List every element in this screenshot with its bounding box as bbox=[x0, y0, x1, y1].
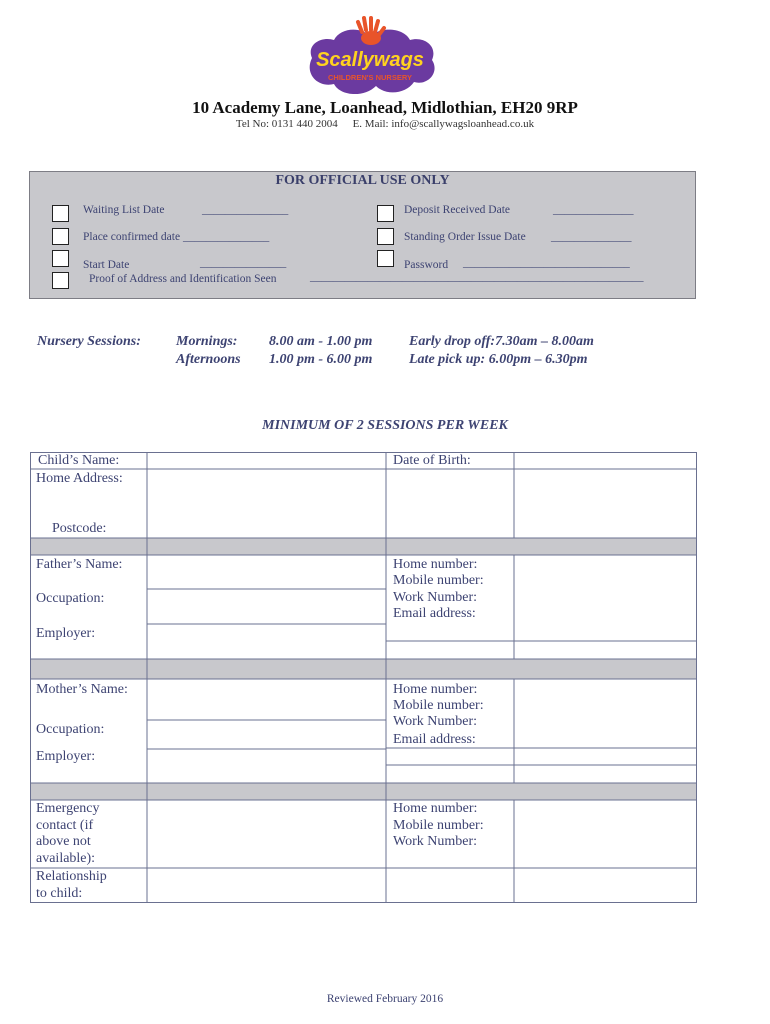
contact-line bbox=[0, 118, 770, 130]
form-grid bbox=[30, 452, 697, 903]
emergency-mobile-number-label: Mobile number: bbox=[393, 818, 484, 833]
start-date-label: Start Date bbox=[83, 259, 130, 271]
logo-subtext: CHILDREN'S NURSERY bbox=[327, 73, 413, 82]
father-occupation-label: Occupation: bbox=[36, 591, 105, 606]
home-address-label: Home Address: bbox=[36, 471, 123, 486]
proof-line[interactable]: __________________________________________________________ bbox=[310, 271, 644, 283]
waiting-list-checkbox[interactable] bbox=[52, 205, 69, 222]
password-line[interactable]: _____________________________ bbox=[463, 257, 630, 269]
dob-label: Date of Birth: bbox=[393, 453, 471, 468]
telephone: Tel No: 0131 440 2004 bbox=[235, 118, 338, 130]
review-date: Reviewed February 2016 bbox=[326, 993, 444, 1005]
father-home-number-label: Home number: bbox=[393, 557, 478, 572]
father-employer-label: Employer: bbox=[36, 626, 96, 641]
relationship-label-1: Relationship bbox=[36, 869, 107, 884]
place-confirmed-label[interactable]: Place confirmed date _______________ bbox=[83, 231, 270, 243]
mother-occupation-label: Occupation: bbox=[36, 722, 105, 737]
place-confirmed-checkbox[interactable] bbox=[52, 228, 69, 245]
late-pick-up: Late pick up: 6.00pm – 6.30pm bbox=[409, 352, 588, 367]
mornings-time: 8.00 am - 1.00 pm bbox=[269, 334, 373, 349]
emergency-work-number-label: Work Number: bbox=[393, 834, 478, 849]
start-date-line[interactable]: _______________ bbox=[200, 257, 287, 269]
mother-work-number-label: Work Number: bbox=[393, 714, 478, 729]
emergency-label-2: contact (if bbox=[36, 818, 94, 833]
early-drop-off: Early drop off:7.30am – 8.00am bbox=[409, 334, 594, 349]
official-use-title: FOR OFFICIAL USE ONLY bbox=[275, 173, 450, 188]
mother-name-label: Mother’s Name: bbox=[36, 682, 128, 697]
start-date-checkbox[interactable] bbox=[52, 250, 69, 267]
deposit-checkbox[interactable] bbox=[377, 205, 394, 222]
mother-email-label: Email address: bbox=[393, 732, 476, 747]
mornings-label: Mornings: bbox=[176, 334, 238, 349]
nursery-address: 10 Academy Lane, Loanhead, Midlothian, EH20 9RP bbox=[192, 98, 578, 117]
official-use-box bbox=[29, 171, 696, 299]
father-email-label: Email address: bbox=[393, 606, 476, 621]
deposit-label: Deposit Received Date bbox=[404, 204, 511, 216]
waiting-list-line[interactable]: _______________ bbox=[202, 204, 289, 216]
standing-order-line[interactable]: ______________ bbox=[551, 231, 632, 243]
shaded-row bbox=[30, 783, 697, 800]
mother-home-number-label: Home number: bbox=[393, 682, 478, 697]
proof-label: Proof of Address and Identification Seen bbox=[89, 273, 277, 285]
emergency-label-4: available): bbox=[36, 851, 96, 866]
password-label: Password bbox=[404, 259, 449, 271]
child-name-label: Child’s Name: bbox=[38, 453, 120, 468]
mother-employer-label: Employer: bbox=[36, 749, 96, 764]
deposit-line[interactable]: ______________ bbox=[553, 204, 634, 216]
waiting-list-label: Waiting List Date bbox=[83, 204, 165, 216]
postcode-label: Postcode: bbox=[52, 521, 107, 536]
afternoons-time: 1.00 pm - 6.00 pm bbox=[269, 352, 373, 367]
father-work-number-label: Work Number: bbox=[393, 590, 478, 605]
proof-checkbox[interactable] bbox=[52, 272, 69, 289]
emergency-label-3: above not bbox=[36, 834, 91, 849]
shaded-row bbox=[30, 538, 697, 555]
standing-order-label: Standing Order Issue Date bbox=[404, 231, 526, 243]
father-name-label: Father’s Name: bbox=[36, 557, 123, 572]
password-checkbox[interactable] bbox=[377, 250, 394, 267]
logo-graphic bbox=[300, 14, 440, 106]
emergency-home-number-label: Home number: bbox=[393, 801, 478, 816]
registration-form bbox=[30, 452, 697, 903]
email[interactable]: E. Mail: info@scallywagsloanhead.co.uk bbox=[352, 118, 535, 130]
shaded-row bbox=[30, 659, 697, 679]
father-mobile-number-label: Mobile number: bbox=[393, 573, 484, 588]
standing-order-checkbox[interactable] bbox=[377, 228, 394, 245]
relationship-label-2: to child: bbox=[36, 886, 83, 901]
logo-text: Scallywags bbox=[316, 49, 424, 71]
sessions-heading: Nursery Sessions: bbox=[37, 334, 141, 349]
mother-mobile-number-label: Mobile number: bbox=[393, 698, 484, 713]
minimum-sessions-note: MINIMUM OF 2 SESSIONS PER WEEK bbox=[262, 418, 508, 433]
afternoons-label: Afternoons bbox=[176, 352, 241, 367]
nursery-logo bbox=[300, 14, 440, 106]
emergency-label-1: Emergency bbox=[36, 801, 100, 816]
